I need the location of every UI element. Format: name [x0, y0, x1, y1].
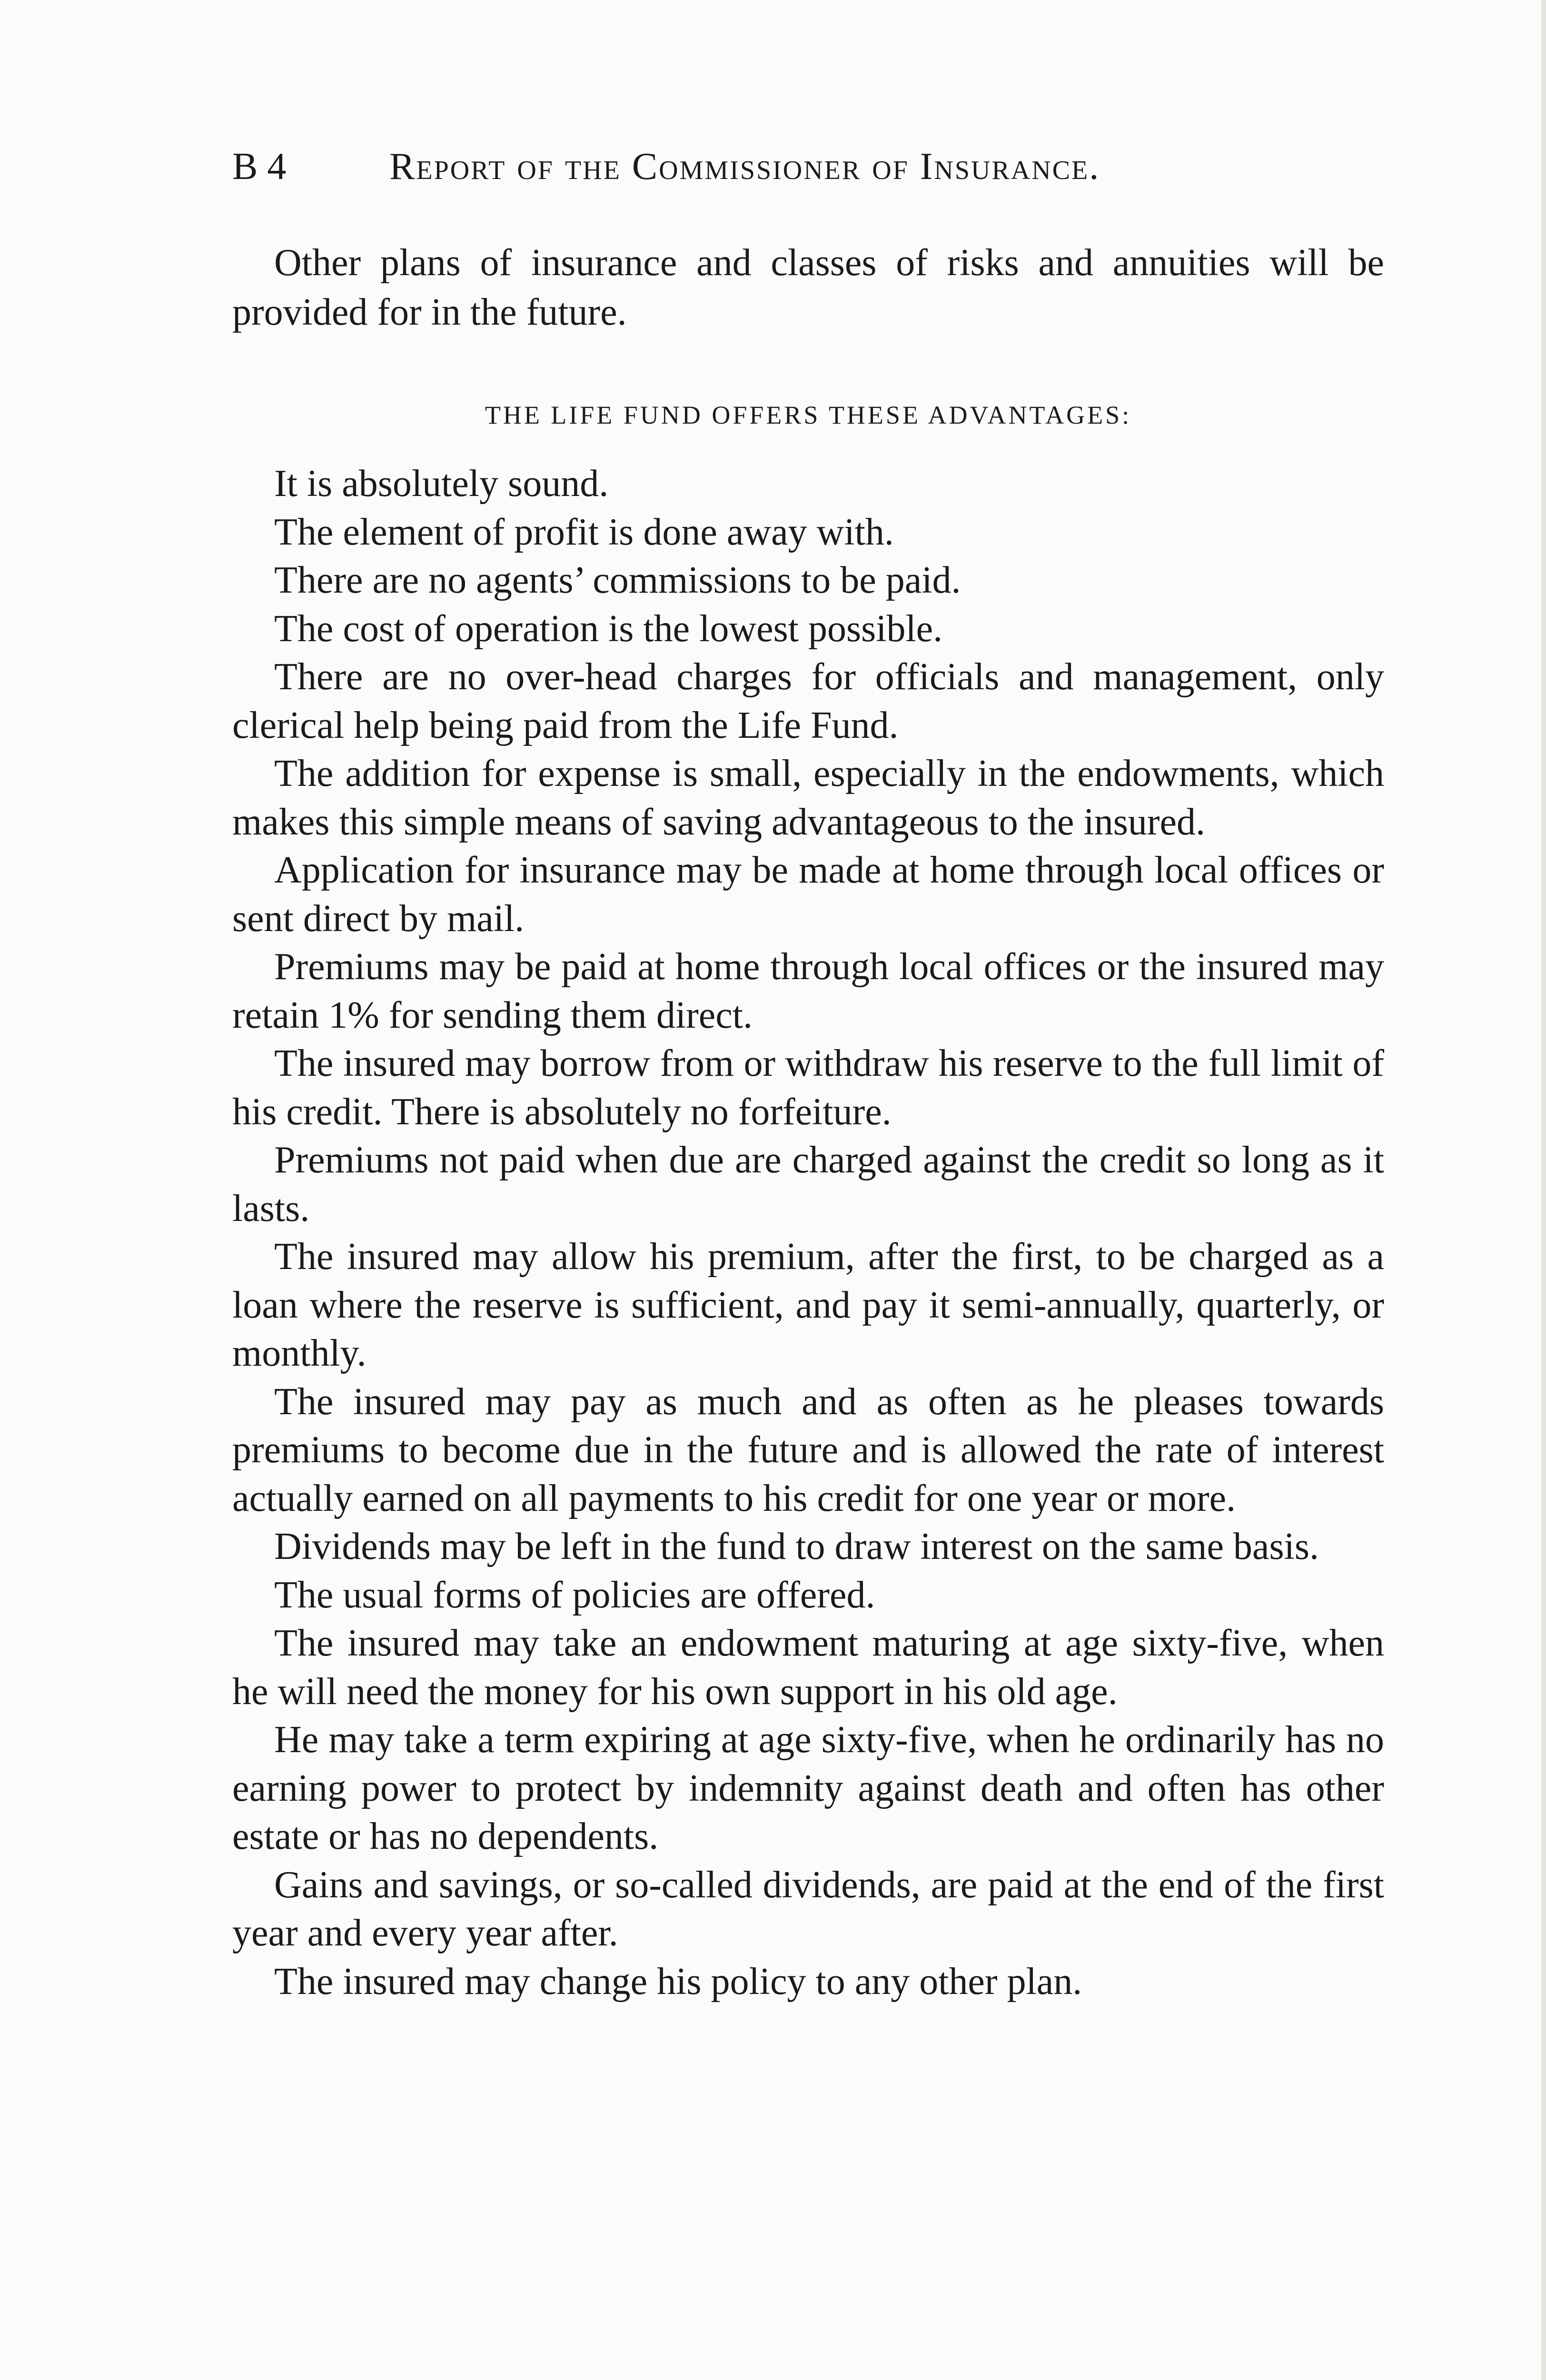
paragraph: The insured may take an endowment maturing at age sixty-five, when he will need the money for his own support in his old age. — [232, 1622, 1384, 1713]
intro-paragraph: Other plans of insurance and classes of risks and annuities will be provided for in the future. — [232, 242, 1384, 333]
page-number: B 4 — [232, 146, 287, 188]
paragraph: The addition for expense is small, especially in the endowments, which makes this simple means of saving advantageous to the insured. — [232, 753, 1384, 843]
paragraph: The cost of operation is the lowest possible. — [274, 607, 943, 650]
running-head — [232, 143, 1375, 190]
paragraph: Application for insurance may be made at home through local offices or sent direct by mail. — [232, 849, 1384, 940]
paragraph: The insured may borrow from or withdraw his reserve to the full limit of his credit. There is absolutely no forfeiture. — [232, 1042, 1384, 1133]
paragraph: It is absolutely sound. — [274, 463, 609, 505]
paragraph: There are no over-head charges for officials and management, only clerical help being paid from the Life Fund. — [232, 656, 1384, 746]
paragraph: The insured may allow his premium, after the first, to be charged as a loan where the reserve is sufficient, and pay it semi-annually, quarterly, or monthly. — [232, 1236, 1384, 1374]
advantages-list — [232, 460, 1384, 2006]
paragraph: He may take a term expiring at age sixty-five, when he ordinarily has no earning power to protect by indemnity against death and often has other estate or has no dependents. — [232, 1719, 1384, 1857]
page-edge — [1541, 0, 1546, 2380]
paragraph: The insured may change his policy to any other plan. — [274, 1960, 1082, 2003]
paragraph: The usual forms of policies are offered. — [274, 1574, 875, 1616]
paragraph: Dividends may be left in the fund to draw interest on the same basis. — [274, 1526, 1319, 1567]
paragraph: There are no agents’ commissions to be paid. — [274, 559, 961, 601]
running-title: Report of the Commissioner of Insurance. — [389, 146, 1100, 188]
paragraph: Premiums not paid when due are charged against the credit so long as it lasts. — [232, 1139, 1384, 1230]
paragraph: Premiums may be paid at home through local offices or the insured may retain 1% for sending them direct. — [232, 946, 1384, 1036]
section-heading: THE LIFE FUND OFFERS THESE ADVANTAGES: — [485, 401, 1132, 429]
paragraph: The element of profit is done away with. — [274, 511, 894, 553]
paragraph: The insured may pay as much and as often as he pleases towards premiums to become due in the future and is allowed the rate of interest actually earned on all payments to his credit for one year or more. — [232, 1380, 1384, 1519]
paragraph: Gains and savings, or so-called dividends, are paid at the end of the first year and every year after. — [232, 1864, 1384, 1954]
